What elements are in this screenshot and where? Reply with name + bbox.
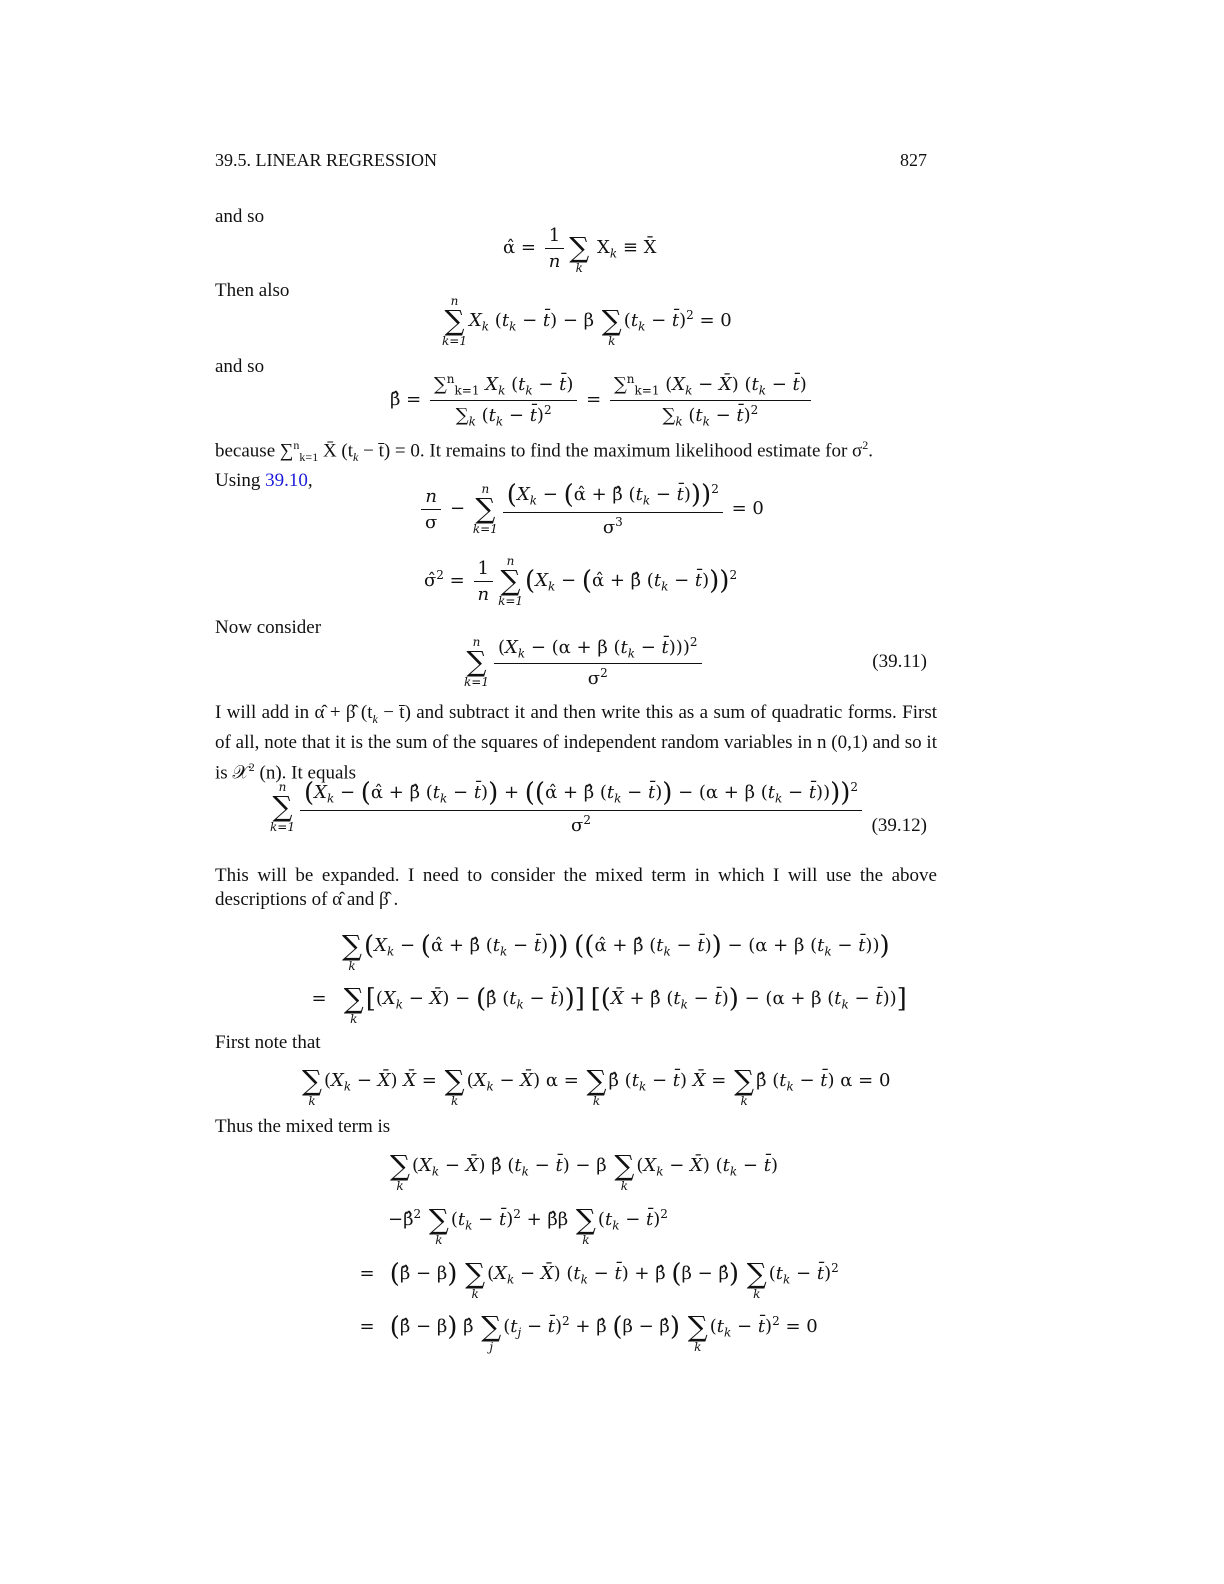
equation-39-12: n ∑ k=1 ($X_k$ − (α̂ + β̂ ($t_k$ − t̄)) + ((α̂ + β̂ ($t_k$ − t̄)) − (α + β ($t_k$ − t̄))))$^2$ $\sigma^2$	[268, 778, 865, 836]
eq-alpha-x: X	[591, 237, 610, 258]
paragraph-because: because ∑$^n_{k=1}$ X̄ ($t_k$ − t̄) = 0. It remains to find the maximum likelihood estimate for $\sigma^2$. Using 39.10,	[215, 438, 874, 492]
equation-mixed-line-1: ∑ k ($X_k$ − X̄) β̂ ($t_k$ − t̄) − β ∑ k ($X_k$ − X̄) ($t_k$ − t̄)	[390, 1149, 778, 1193]
running-header-section: 39.5. LINEAR REGRESSION	[215, 150, 438, 170]
because-text-1: because ∑	[215, 440, 294, 462]
equation-alpha-hat: α̂ = $\frac{1}{n}$ ∑ k $X_k$ ≡ X̄	[503, 224, 657, 275]
equation-sigma-hat: σ̂$^2$ = $\frac{1}{n}$ n ∑ k=1 ($X_k$ − (α̂ + β̂ ($t_k$ − t̄)))$^2$	[424, 554, 738, 608]
equation-mixed-line-3: = (β̂ − β) ∑ k ($X_k$ − X̄) ($t_k$ − t̄) + β̂ (β − β̂) ∑ k ($t_k$ − t̄)$^2$	[359, 1257, 839, 1301]
text-and-so-2: and so	[215, 356, 265, 377]
text-and-so-1: and so	[215, 206, 265, 227]
equation-beta-hat: β̂ = $\frac{\sum^n_{k=1} X_k (t_k - t̄)}{\sum_k (t_k - t̄)^2}$ = $\frac{\sum^n_{k=1} (X_k - X̄) (t_k - t̄)}{\sum_k (t_k - t̄)^2}$	[390, 372, 814, 428]
equation-mixed-term-2: = ∑ k [($X_k$ − X̄) − (β̂ ($t_k$ − t̄))] [(X̄ + β̂ ($t_k$ − t̄)) − (α + β ($t_k$ − t̄))]	[311, 982, 907, 1026]
add-text-1: I will add in α̂ + β̂ (t	[215, 702, 373, 723]
equation-mixed-line-2: −β̂$^2$ ∑ k ($t_k$ − t̄)$^2$ + β̂β ∑ k ($t_k$ − t̄)$^2$	[388, 1203, 668, 1247]
because-text-3: − t̄) = 0. It remains to find the maximum likelihood estimate for σ	[358, 440, 863, 462]
equation-beta-normal: n ∑ k=1 $X_k$ ($t_k$ − t̄) − β ∑ k ($t_k$ − t̄)$^2$ = 0	[442, 294, 732, 348]
text-thus-mixed: Thus the mixed term is	[215, 1116, 391, 1137]
text-then-also: Then also	[215, 280, 290, 301]
equation-mixed-line-4: = (β̂ − β) β̂ ∑ j ($t_j$ − t̄)$^2$ + β̂ (β − β̂) ∑ k ($t_k$ − t̄)$^2$ = 0	[359, 1310, 818, 1354]
equation-first-note: ∑ k ($X_k$ − X̄) X̄ = ∑ k ($X_k$ − X̄) α = ∑ k β̂ ($t_k$ − t̄) X̄ = ∑ k β̂ ($t_k$ − t̄) α = 0	[302, 1064, 891, 1108]
equation-sigma-derivative: $\frac{n}{\sigma}$ − n ∑ k=1 $\frac{(X_k - (\alphâ + \betâ (t_k - t̄)))^2}{\sigma^3}$ = 0	[418, 480, 764, 538]
paragraph-expanded: This will be expanded. I need to consider the mixed term in which I will use the above descriptions of α̂ and β̂ .	[215, 865, 937, 910]
using-text: Using	[215, 470, 266, 492]
eq-alpha-rhs: ≡ X̄	[617, 237, 657, 258]
page-number: 827	[900, 150, 927, 170]
text-now-consider: Now consider	[215, 617, 322, 638]
eq-alpha-lhs: α̂ =	[503, 237, 542, 258]
add-text-3: (n). It equals	[254, 762, 357, 784]
using-text-end: ,	[307, 470, 313, 492]
paragraph-i-will-add: I will add in α̂ + β̂ ($t_k$ − t̄) and subtract it and then write this as a sum of quadratic forms. First of all, note that it is the sum of the squares of independent random variables in n (0,1) and so it is 𝒳$^2$ (n). It equals	[215, 702, 937, 784]
equation-mixed-term-1: ∑ k ($X_k$ − (α̂ + β̂ ($t_k$ − t̄))) ((α̂ + β̂ ($t_k$ − t̄)) − (α + β ($t_k$ − t̄)))	[342, 929, 890, 973]
equation-number-39-12: (39.12)	[871, 815, 927, 836]
text-first-note: First note that	[215, 1032, 321, 1053]
because-text-2: X̄ (t	[318, 440, 354, 462]
equation-link-39-10[interactable]: 39.10	[265, 470, 308, 492]
equation-39-11: n ∑ k=1 $\frac{(X_k - (\alpha + \beta (t_k - t̄)))^2}{\sigma^2}$	[462, 635, 705, 689]
add-text-2: − t̄) and subtract it and then write this as a sum of quadratic forms. First of all, note that it is the sum of the squares of independent random variables in n (0,1) and so it is 𝒳	[215, 702, 937, 784]
equation-number-39-11: (39.11)	[872, 651, 927, 672]
